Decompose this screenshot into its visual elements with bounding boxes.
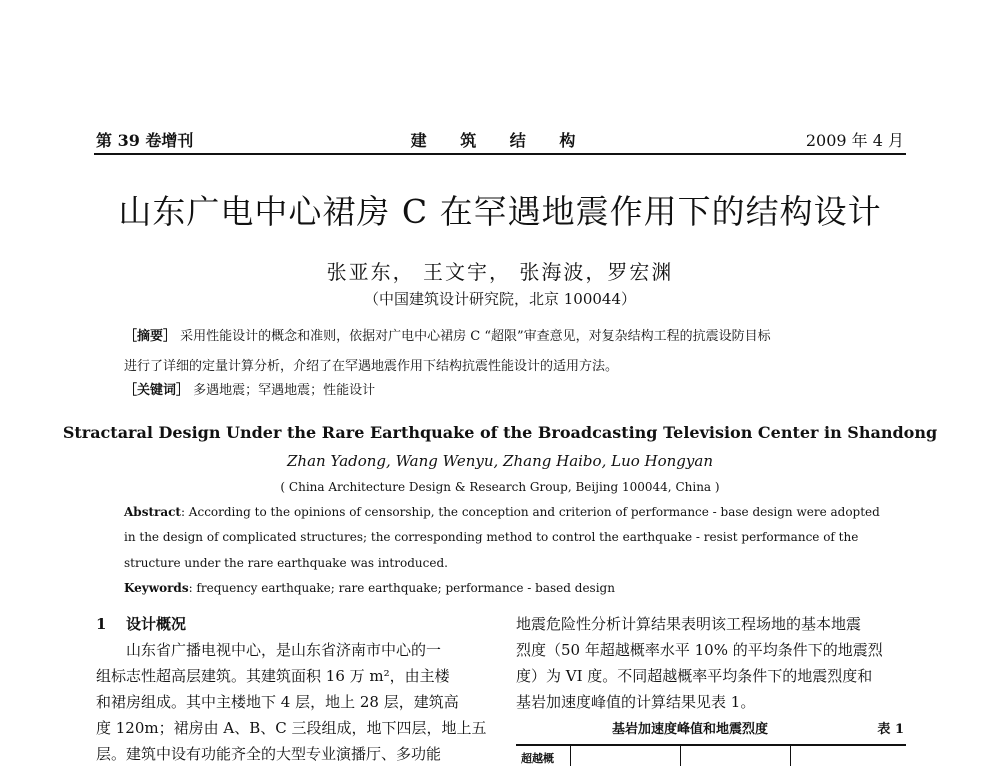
body-left-line-3: 和裙房组成。其中主楼地下 4 层，地上 28 层，建筑高 — [96, 693, 459, 711]
keywords-cn-text: 多遇地震；罕遇地震；性能设计 — [193, 383, 376, 398]
keywords-cn — [124, 380, 884, 402]
table-column-divider — [790, 746, 791, 766]
section-number: 1 — [96, 615, 107, 633]
abstract-en-line-2: in the design of complicated structures; the corresponding method to control the earthquake - resist performance of the — [124, 530, 859, 544]
english-affiliation: ( China Architecture Design & Research Group, Beijing 100044, China ) — [280, 480, 720, 494]
body-right-line-4: 基岩加速度峰值的计算结果见表 1。 — [516, 693, 756, 711]
keywords-cn-label: ［关键词］ — [124, 383, 190, 398]
journal-volume: 第 39 卷增刊 — [96, 131, 194, 150]
journal-name: 建 筑 结 构 — [410, 131, 590, 150]
table-column-divider — [570, 746, 571, 766]
table-top-rule — [516, 744, 906, 746]
header-rule — [94, 153, 906, 155]
body-left-line-5: 层。建筑中设有功能齐全的大型专业演播厅、多功能 — [96, 745, 442, 763]
body-right-line-3: 度）为 VI 度。不同超越概率平均条件下的地震烈度和 — [516, 667, 873, 685]
body-left-line-2: 组标志性超高层建筑。其建筑面积 16 万 m²，由主楼 — [96, 667, 450, 685]
english-authors: Zhan Yadong, Wang Wenyu, Zhang Haibo, Luo Hongyan — [287, 452, 713, 470]
section-heading — [96, 611, 186, 637]
table-caption: 基岩加速度峰值和地震烈度 — [612, 722, 769, 737]
abstract-cn-line-1 — [124, 326, 884, 348]
body-left-line-4: 度 120m；裙房由 A、B、C 三段组成，地下四层，地上五 — [96, 719, 487, 737]
keywords-en — [124, 581, 884, 595]
keywords-en-label: Keywords — [124, 581, 189, 595]
abstract-cn-label: ［摘要］ — [124, 329, 177, 344]
abstract-en-line-3: structure under the rare earthquake was introduced. — [124, 556, 448, 570]
table-column-divider — [680, 746, 681, 766]
table-label: 表 1 — [877, 722, 904, 737]
keywords-en-text: : frequency earthquake; rare earthquake; performance - based design — [188, 581, 615, 595]
abstract-en-label: Abstract — [124, 505, 181, 519]
table-header-cell: 超越概 — [521, 752, 554, 765]
english-title: Stractaral Design Under the Rare Earthquake of the Broadcasting Television Center in Shandong — [62, 423, 938, 442]
abstract-cn-line-2: 进行了详细的定量计算分析，介绍了在罕遇地震作用下结构抗震性能设计的适用方法。 — [124, 359, 619, 374]
journal-date: 2009 年 4 月 — [805, 131, 904, 150]
body-right-line-2: 烈度（50 年超越概率水平 10% 的平均条件下的地震烈 — [516, 641, 883, 659]
paper-affiliation: （中国建筑设计研究院，北京 100044） — [363, 290, 637, 308]
body-right-line-1: 地震危险性分析计算结果表明该工程场地的基本地震 — [516, 615, 862, 633]
paper-authors: 张亚东， 王文宇， 张海波，罗宏渊 — [326, 260, 674, 284]
abstract-en-text-1: : According to the opinions of censorship, the conception and criterion of performance - base design were adopted — [180, 505, 880, 519]
body-left-line-1: 山东省广播电视中心，是山东省济南市中心的一 — [126, 641, 442, 659]
abstract-cn-text-1: 采用性能设计的概念和准则，依据对广电中心裙房 C “超限”审查意见，对复杂结构工程的抗震设防目标 — [180, 329, 771, 344]
abstract-en-line-1 — [124, 505, 884, 519]
section-title: 设计概况 — [126, 615, 187, 633]
paper-title: 山东广电中心裙房 C 在罕遇地震作用下的结构设计 — [118, 192, 882, 231]
